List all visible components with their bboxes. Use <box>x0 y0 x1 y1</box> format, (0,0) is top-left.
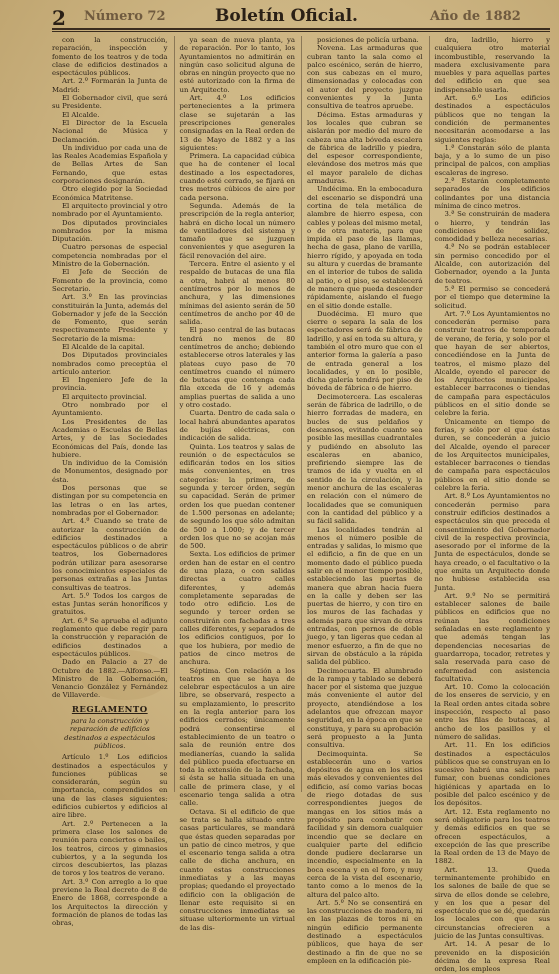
paragraph: Art. 13. Queda terminantemente prohibido en los salones de baile de que se sirva de ellos donde se celebre, y en los que a pesar del espectáculo que se dé, quedarán los locales con que sus circunstancias ofrecieren a juicio de las Juntas consultivas. <box>434 865 550 941</box>
paragraph: Art. 3.º En las provincias constituirán la Junta, además del Gobernador y jefe de la Sección de Fomento, que serán respectivamente Presidente y Secretario de la misma: <box>52 293 168 343</box>
header-rule-thin <box>52 31 550 32</box>
paragraph: 3.ª Se construirán de madera o hierro, y tendrán las condiciones de solidez, comodidad y belleza necesarias. <box>434 210 550 244</box>
paragraph: Undécima. En la embocadura del escenario se dispondrá una cortina de tela metálica de alambre de hierro espesa, con cables y poleas del mismo metal, o de otra materia, para que impida el paso de las llamas, hecha de gasa, plano de varilla, hierro rígido, y apoyada en toda su altura y cuerdas de bramante en el interior de tubos de salida al patio, o el piso, se establecerá de manera que pueda descender rápidamente, aislando el fuego en el sitio donde estalle. <box>307 185 423 310</box>
paragraph: Primera. La capacidad cúbica que ha de contener el local destinado a los espectadores, cuando esté cerrado, se fijará en tres metros cúbicos de aire por cada persona. <box>179 152 295 202</box>
paragraph: Art. 2.º Pertenecen a la primera clase los salones de reunión para conciertos o bailes, los teatros, circos y gimnasios cubiertos, y a la segunda los circos descubiertos, las plazas de toros y los teatros de verano. <box>52 819 168 878</box>
paragraph: Art. 4.º Los edificios pertenecientes a la primera clase se sujetarán a las prescripciones generales consignadas en la Real orden de 13 de Mayo de 1882 y a las siguientes: <box>179 94 295 152</box>
paragraph: Otro elegido por la Sociedad Económica Matritense. <box>52 185 168 202</box>
paragraph: Decimocuarta. El alumbrado de la rampa y tablado se deberá hacer por el sistema que juzgue más conveniente el autor del proyecto, atendiéndose a los adelantos que ofrezcan mayor seguridad, en la época en que se constituya, y para su aprobación será propuesto a la Junta consultiva. <box>307 666 423 750</box>
paragraph: 1.ª Constarán sólo de planta baja, y a lo sumo de un piso principal de palcos, con amplias escaleras de ingreso. <box>434 143 550 177</box>
paragraph: Un individuo por cada una de las Reales Academias Española y de Bellas Artes de San Fernando, que estas corporaciones designarán. <box>52 143 168 186</box>
paragraph: Octava. Si el edificio de que se trata se halla situado entre casas particulares, se mandará que éstas queden separadas por un patio de cinco metros, y que el escenario tenga salida a otra calle de dicha anchura, en cuanto estas construcciones inmediatas y a las mayas propias; quedando el proyectado edificio con la obligación de llenar este requisito si en construcciones inmediatas se situase ulteriormente un virtual de las dis- <box>179 807 295 932</box>
paragraph: Segunda. Además de la prescripción de la regla anterior, habrá en dicho local un número de ventiladores del sistema y tamaño que se juzguen convenientes y que aseguren la fácil renovación del aire. <box>179 201 295 260</box>
paragraph: Dos diputados provinciales nombrados por la misma Diputación. <box>52 218 168 244</box>
paragraph: El Ingeniero Jefe de la provincia. <box>52 376 168 393</box>
paragraph: ya sean de nueva planta, ya de reparación. Por lo tanto, los Ayuntamientos no admitirán en ningún caso solicitud alguna de obras en ningún proyecto que no esté autorizado con la firma de un Arquitecto. <box>179 36 295 94</box>
paragraph: Art. 6.º Se aprueba el adjunto reglamento que debe regir para la construcción y reparación de edificios destinados a espectáculos públicos. <box>52 616 168 658</box>
paragraph: Art. 12. Esta reglamento no será obligatorio para los teatros y demás edificios en que se ofrecen espectáculos, a excepción de las que prescribe la Real orden de 13 de Mayo de 1882. <box>434 807 550 866</box>
paragraph: Tercera. Entre el asiento y el respaldo de butacas de una fila a otra, habrá al menos 80 centímetros por lo menos de anchura, y las dimensiones mínimas del asiento serán de 50 centímetros de ancho por 40 de salida. <box>179 260 295 327</box>
paragraph: Cuatro personas de especial competencia nombradas por el Ministro de la Gobernación. <box>52 243 168 269</box>
header-rule <box>52 28 550 30</box>
paragraph: Otro nombrado por el Ayuntamiento. <box>52 401 168 418</box>
paragraph: Art. 7.º Los Ayuntamientos no concederán permiso para construir teatros de temporada de verano, de feria, y solo por el que hayan de ser abiertos, concediéndose en la Junta de teatros, el mismo plazo del Alcalde, oyendo el parecer de los Arquitectos municipales, establecer barracones o tiendas de campaña para espectáculos públicos en el sitio donde se celebre la feria. <box>434 309 550 418</box>
paragraph: Art. 14. A pesar de lo prevenido en la disposición décima de la expresa Real orden, los empleos <box>434 940 550 974</box>
paragraph: Novena. Las armaduras que cubran tanto la sala como el palco escénico, serán de hierro, con sus cabezas en el muro, dimensionadas y colocadas con el autor del proyecto juzgue convenientes y la Junta consultiva de teatros apruebe. <box>307 44 423 111</box>
paragraph: Sexta. Los edificios de primer orden han de estar en el centro de una plaza, o con salidas directas a cuatro calles diferentes, y además completamente separadas de todo otro edificio. Los de segundo y tercer orden se construirán con fachadas a tres calles diferentes, y separados de los edificios contiguos, por lo que los hubiera, por medio de patios de cinco metros de anchura. <box>179 550 295 667</box>
paragraph: Las localidades tendrán al menos el número posible de entradas y salidas, lo mismo que el edificio, a fin de que en un momento dado el público pueda salir en el menor tiempo posible, estableciendo las puertas de manera que abran hacia fuera en la calle y deben ser las puertas de hierro, y con tiro en los muros de las fachadas y además para que sirvan de otras entradas, con pernos de doble juego, y tan ligeras que cedan al menor esfuerzo, a fin de que no sirvan de obstáculo a la rápida salida del público. <box>307 525 423 667</box>
paragraph: Décima. Estas armaduras y los locales que cubran se aislarán por medio del muro de cabeza una alta bóveda escalera de fábrica de ladrillo y piedra, del espesor correspondiente, elevándose dos metros más que el mayor paralelo de dichas armaduras. <box>307 110 423 186</box>
paragraph: Art. 6.º Los edificios destinados a espectáculos públicos que no tengan la condición de permanentes necesitarán acomodarse a las siguientes reglas: <box>434 94 550 144</box>
paragraph: Séptima. Con relación a los teatros en que se haya de celebrar espectáculos a un aire libre, se observará, respecto a su emplazamiento, lo prescrito en la regla anterior para los edificios cerrados; únicamente podrá consentirse el establecimiento de un teatro o sala de reunión entre dos medianerías, cuando la salida del público pueda efectuarse en toda la extensión de la fachada, si ésta se halla situada en una calle de primera clase, y el escenario tenga salida a otra calle. <box>179 666 295 808</box>
paragraph: Art. 10. Como la colocación de los enseres de servicio, y en la Real orden antes citada sobre inspección, respecto al paso entre las filas de butacas, al ancho de los pasillos y el número de salidas. <box>434 683 550 741</box>
paragraph: El Jefe de Sección de Fomento de la provincia, como Secretario. <box>52 268 168 293</box>
section-heading: REGLAMENTO <box>71 704 148 715</box>
paragraph: El Gobernador civil, que será su Presidente. <box>52 94 168 111</box>
paragraph: Dos personas que se distingan por su competencia en las letras o en las artes, nombradas por el Gobernador. <box>52 484 168 517</box>
paragraph: Dos Diputados provinciales nombrados como preceptúa el artículo anterior. <box>52 351 168 376</box>
paragraph: Dado en Palacio a 27 de Octubre de 1882.—Alfonso.—El Ministro de la Gobernación, Venancio González y Fernández de Villaverde. <box>52 658 168 700</box>
paragraph: Duodécima. El muro que cierre o separa la sala de los espectadores será de fábrica de ladrillo, y así en toda su altura, y también el otro muro que con el anterior forma la galería a paso de entrada general a los localidades, y en lo posible, dicha galería tendrá por piso de bóveda de fábrica o de hierro. <box>307 309 423 393</box>
paragraph: Únicamente en tiempo de ferias, y sólo por el que éstas duren, se concederán a juicio del Alcalde, oyendo el parecer de los Arquitectos municipales, establecer barracones o tiendas de campaña para espectáculos públicos en el sitio donde se celebre la feria. <box>434 417 550 493</box>
paragraph: Quinta. Los teatros y salas de reunión o de espectáculos se edificarán todos en los sitios más convenientes, en tres categorías: la primera, de segunda y tercer órden, según su capacidad. Serán de primer orden los que puedan contener de 1.500 personas en adelante; de segundo los que sólo admitan de 500 a 1.000; y de tercer orden los que no se acojan más de 500. <box>179 442 295 551</box>
paragraph: Los Presidentes de las Academias o Escuelas de Bellas Artes, y de las Sociedades Económicas del País, donde las hubiere. <box>52 417 168 459</box>
paragraph: Art. 2.º Formarán la Junta de Madrid: <box>52 77 168 94</box>
paragraph: Art. 5.º No se consentirá en las construcciones de madera, ni en las plazas de toros ni en ningún edificio permanente destinado a espectáculos públicos, que haya de ser destinado a fin de que no se empleen en la edificación pie- <box>307 898 423 965</box>
paragraph: para la construcción y reparación de edificios destinados a espectáculos públicos. <box>64 717 156 750</box>
paragraph: Art. 4.º Cuando se trate de autorizar la construcción de edificios destinados a espectáculos públicos o de abrir teatros, los Gobernadores podrán utilizar para asesorarse los conocimientos especiales de personas extrañas a las Juntas consultivas de teatros. <box>52 517 168 592</box>
column-2 <box>174 36 296 932</box>
paragraph: 5.ª El permiso se concederá por el tiempo que determine la solicitud. <box>434 284 550 310</box>
paragraph: Artículo 1.º Los edificios destinados a espectáculos y funciones públicas se considerarán, según su importancia, comprendidos en una de las clases siguientes: edificios cubiertos y edificios al aire libre. <box>52 753 168 820</box>
issue-year: Año de 1882 <box>430 9 521 24</box>
paragraph: 2.ª Estarán completamente separados de los edificios colindantes por una distancia mínima de cinco metros. <box>434 177 550 210</box>
column-4 <box>429 36 551 974</box>
paragraph: El arquitecto provincial y otro nombrado por el Ayuntamiento. <box>52 201 168 219</box>
paragraph: Art. 5.º Todos los cargos de estas Juntas serán honoríficos y gratuitos. <box>52 591 168 617</box>
paragraph: El Director de la Escuela Nacional de Música y Declamación. <box>52 118 168 144</box>
paragraph: 4.ª No se podrán establecer sin permiso concedido por el Alcalde, con autorización del Gobernador, oyendo a la Junta de teatros. <box>434 243 550 285</box>
paragraph: El paso central de las butacas tendrá no menos de 80 centímetros de ancho; debiendo establecerse otros laterales y las plateas cuyo paso de 70 centímetros cuando el número de butacas que contenga cada fila exceda de 16 y además amplias puertas de salida a uno y otro costado. <box>179 326 295 410</box>
paragraph: Cuarta. Dentro de cada sala o local habrá abundantes aparatos de bujías eléctricas, con indicación de salida. <box>179 409 295 443</box>
paragraph: Art. 8.º Los Ayuntamientos no concederán permiso para construir edificios destinados a espectáculos sin que preceda el consentimiento del Gobernador civil de la respectiva provincia, asesorado por el informe de la Junta de espectáculos, donde se haya creado, o el facultativo o la que emita un Arquitecto donde no hubiese establecida esa Junta. <box>434 492 550 592</box>
column-3 <box>301 36 423 965</box>
paragraph: El Alcalde. <box>62 110 100 119</box>
paragraph: con la construcción, reparación, inspección y fomento de los teatros y de toda clase de edificios destinados a espectáculos públicos. <box>52 36 168 78</box>
paragraph: posiciones de policía urbana. <box>317 36 419 44</box>
paragraph: El Alcalde de la capital. <box>62 342 145 351</box>
page-number: 2 <box>52 6 67 30</box>
paragraph: Art. 9.º No se permitirá establecer salones de baile públicos en edificios que no reúnan las condiciones señaladas en este reglamento y que además tengan las dependencias necesarias de guardarropa, tocador, retretes y sala reservada para caso de enfermedad con asistencia facultativa. <box>434 591 550 683</box>
text-columns <box>52 36 550 974</box>
paragraph: Art. 11. En los edificios destinados a espectáculos públicos que se construyan en lo sucesivo habrá una sala para fumar, con buenas condiciones higiénicas y apartada en lo posible del palco escénico y de los depósitos. <box>434 741 550 808</box>
paragraph: Decimoquinta. Se establecerán uno o varios depósitos de agua en los sitios más elevados y convenientes del edificio, así como varias bocas de riego dotadas de sus correspondientes juegos de mangas en los sitios más a propósito para combatir con facilidad y sin demora cualquier incendio que se declare en cualquier parte del edificio donde pudiere declararse un incendio, especialmente en la boca escena y en el foro, y muy cerca de la vista del escenario, tanto como a lo menos de la altura del palco alto. <box>307 749 423 899</box>
issue-number: Número 72 <box>84 9 166 24</box>
paragraph: Decimotercera. Las escaleras serán de fábrica de ladrillo, o de hierro forradas de madera, en bucles de sus peldaños y descansos, evitando cuanto sea posible las mesillas cuadrantales y pudiéndo en absoluto las escaleras en abanico, prefiriendo siempre las de tramos de ida y vuelta en el sentido de la circulación, y la menor anchura de las escaleras en relación con el número de localidades que se comuniquen con la cantidad del público y a su fácil salida. <box>307 392 423 526</box>
paragraph: Un individuo de la Comisión de Monumentos, designado por ésta. <box>52 459 168 484</box>
page-title: Boletín Oficial. <box>215 6 358 26</box>
paragraph: Art. 3.º Con arreglo a lo que previene la Real decreto de 8 de Enero de 1868, corresponde a los Arquitectos la dirección y formación de planos de todas las obras, <box>52 877 168 928</box>
paragraph: dra, ladrillo, hierro y cualquiera otro material incombustible, reservando la madera exclusivamente para muebles y para aquellas partes del edificio en que sea indispensable usarla. <box>434 36 550 94</box>
column-1 <box>52 36 168 928</box>
paragraph: El arquitecto provincial. <box>62 392 147 401</box>
